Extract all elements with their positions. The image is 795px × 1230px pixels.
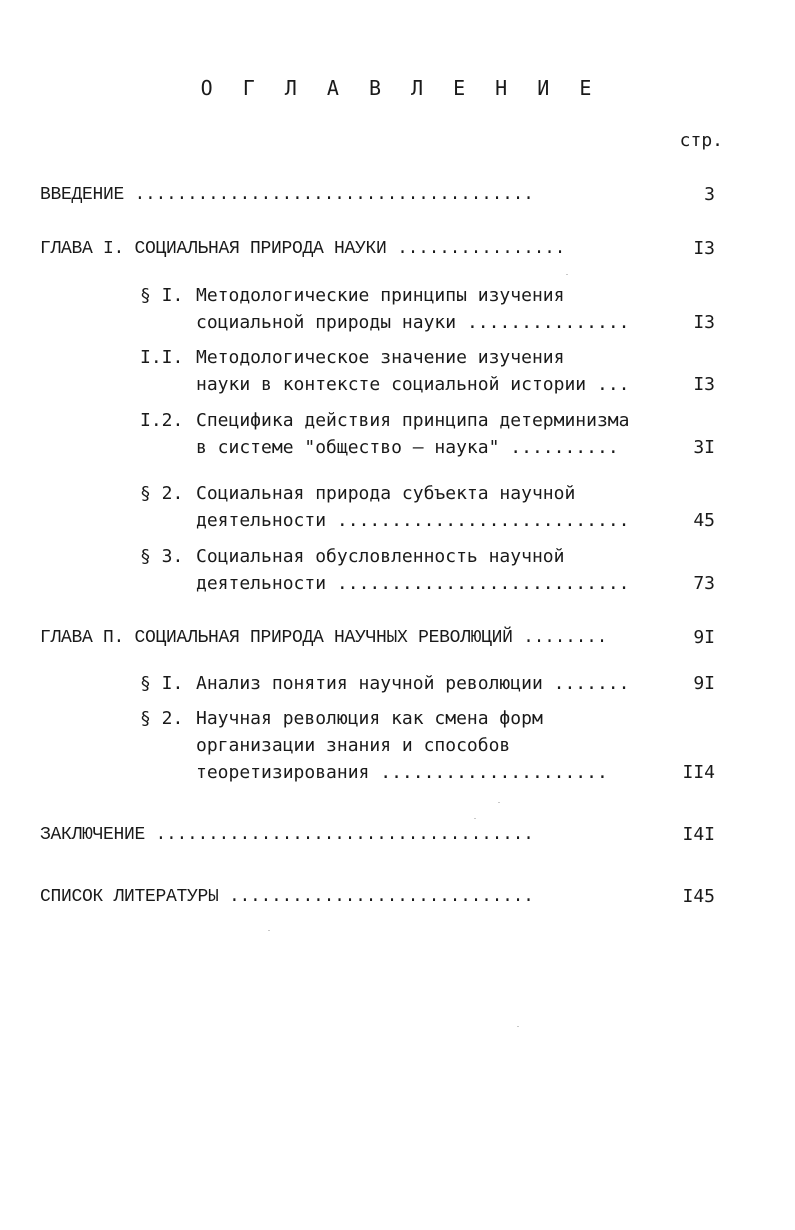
leader-dots: ..................... bbox=[380, 762, 608, 783]
entry-label: ВВЕДЕНИЕ bbox=[40, 185, 125, 205]
section-number: § I. bbox=[140, 285, 184, 306]
leader-dots: ........................... bbox=[336, 510, 630, 531]
entry-text: в системе "общество – наука" bbox=[196, 437, 500, 458]
toc-entry-section-2-2-line2[interactable]: организации знания и способов bbox=[196, 735, 511, 756]
page-number: 45 bbox=[693, 510, 715, 531]
leader-dots: ............... bbox=[466, 312, 630, 333]
page-column-label: стр. bbox=[679, 130, 723, 151]
toc-entry-subsection-1-1-line1[interactable]: Методологическое значение изучения bbox=[196, 347, 565, 368]
section-number: § 2. bbox=[140, 708, 184, 729]
leader-dots: .................................... bbox=[155, 825, 534, 845]
entry-text: Анализ понятия научной революции bbox=[196, 673, 543, 694]
toc-heading: О Г Л А В Л Е Н И Е bbox=[200, 76, 601, 100]
page-number: I3 bbox=[693, 238, 715, 259]
scan-speck bbox=[498, 802, 500, 803]
toc-entry-subsection-1-1-line2[interactable] bbox=[196, 374, 630, 396]
page-number: I3 bbox=[693, 312, 715, 333]
leader-dots: ... bbox=[596, 374, 630, 395]
toc-entry-chapter-1[interactable] bbox=[40, 238, 565, 260]
leader-dots: ........ bbox=[523, 628, 608, 648]
toc-entry-section-1-3-line1[interactable]: Социальная обусловленность научной bbox=[196, 546, 565, 567]
scan-speck bbox=[517, 1026, 519, 1027]
page-number: 9I bbox=[693, 673, 715, 694]
page-number: I3 bbox=[693, 374, 715, 395]
toc-entry-section-1-2-line1[interactable]: Социальная природа субъекта научной bbox=[196, 483, 576, 504]
scan-speck bbox=[268, 930, 270, 931]
leader-dots: ............................. bbox=[229, 887, 534, 907]
toc-entry-section-1-1-line1[interactable]: Методологические принципы изучения bbox=[196, 285, 565, 306]
entry-text: социальной природы науки bbox=[196, 312, 457, 333]
toc-entry-bibliography[interactable] bbox=[40, 886, 534, 908]
page-number: 9I bbox=[693, 627, 715, 648]
toc-entry-chapter-2[interactable] bbox=[40, 627, 607, 649]
page-number: I45 bbox=[682, 886, 715, 907]
toc-entry-section-1-3-line2[interactable] bbox=[196, 573, 630, 595]
section-number: I.2. bbox=[140, 410, 184, 431]
section-number: § 2. bbox=[140, 483, 184, 504]
page-number: I4I bbox=[682, 824, 715, 845]
section-number: § I. bbox=[140, 673, 184, 694]
scan-speck bbox=[474, 818, 476, 819]
leader-dots: ....... bbox=[553, 673, 630, 694]
entry-label: ГЛАВА П. СОЦИАЛЬНАЯ ПРИРОДА НАУЧНЫХ РЕВОЛЮЦИЙ bbox=[40, 628, 513, 648]
entry-label: ЗАКЛЮЧЕНИЕ bbox=[40, 825, 146, 845]
toc-entry-section-2-2-line3[interactable] bbox=[196, 762, 608, 784]
page-number: 73 bbox=[693, 573, 715, 594]
entry-text: науки в контексте социальной истории bbox=[196, 374, 587, 395]
entry-label: СПИСОК ЛИТЕРАТУРЫ bbox=[40, 887, 219, 907]
page-number: 3 bbox=[704, 184, 715, 205]
entry-text: деятельности bbox=[196, 573, 327, 594]
page-number: II4 bbox=[682, 762, 715, 783]
toc-entry-section-1-2-line2[interactable] bbox=[196, 510, 630, 532]
toc-entry-conclusion[interactable] bbox=[40, 824, 534, 846]
leader-dots: ................ bbox=[397, 239, 566, 259]
entry-label: ГЛАВА I. СОЦИАЛЬНАЯ ПРИРОДА НАУКИ bbox=[40, 239, 387, 259]
leader-dots: ........................... bbox=[336, 573, 630, 594]
section-number: I.I. bbox=[140, 347, 184, 368]
page-number: 3I bbox=[693, 437, 715, 458]
leader-dots: ...................................... bbox=[134, 185, 534, 205]
scan-speck bbox=[566, 274, 568, 275]
toc-entry-subsection-1-2-line1[interactable]: Специфика действия принципа детерминизма bbox=[196, 410, 630, 431]
toc-entry-section-2-1[interactable] bbox=[196, 673, 629, 695]
entry-text: деятельности bbox=[196, 510, 327, 531]
toc-entry-section-2-2-line1[interactable]: Научная революция как смена форм bbox=[196, 708, 543, 729]
toc-entry-subsection-1-2-line2[interactable] bbox=[196, 437, 619, 459]
toc-entry-introduction[interactable] bbox=[40, 184, 534, 206]
toc-entry-section-1-1-line2[interactable] bbox=[196, 312, 630, 334]
section-number: § 3. bbox=[140, 546, 184, 567]
leader-dots: .......... bbox=[510, 437, 619, 458]
entry-text: теоретизирования bbox=[196, 762, 370, 783]
